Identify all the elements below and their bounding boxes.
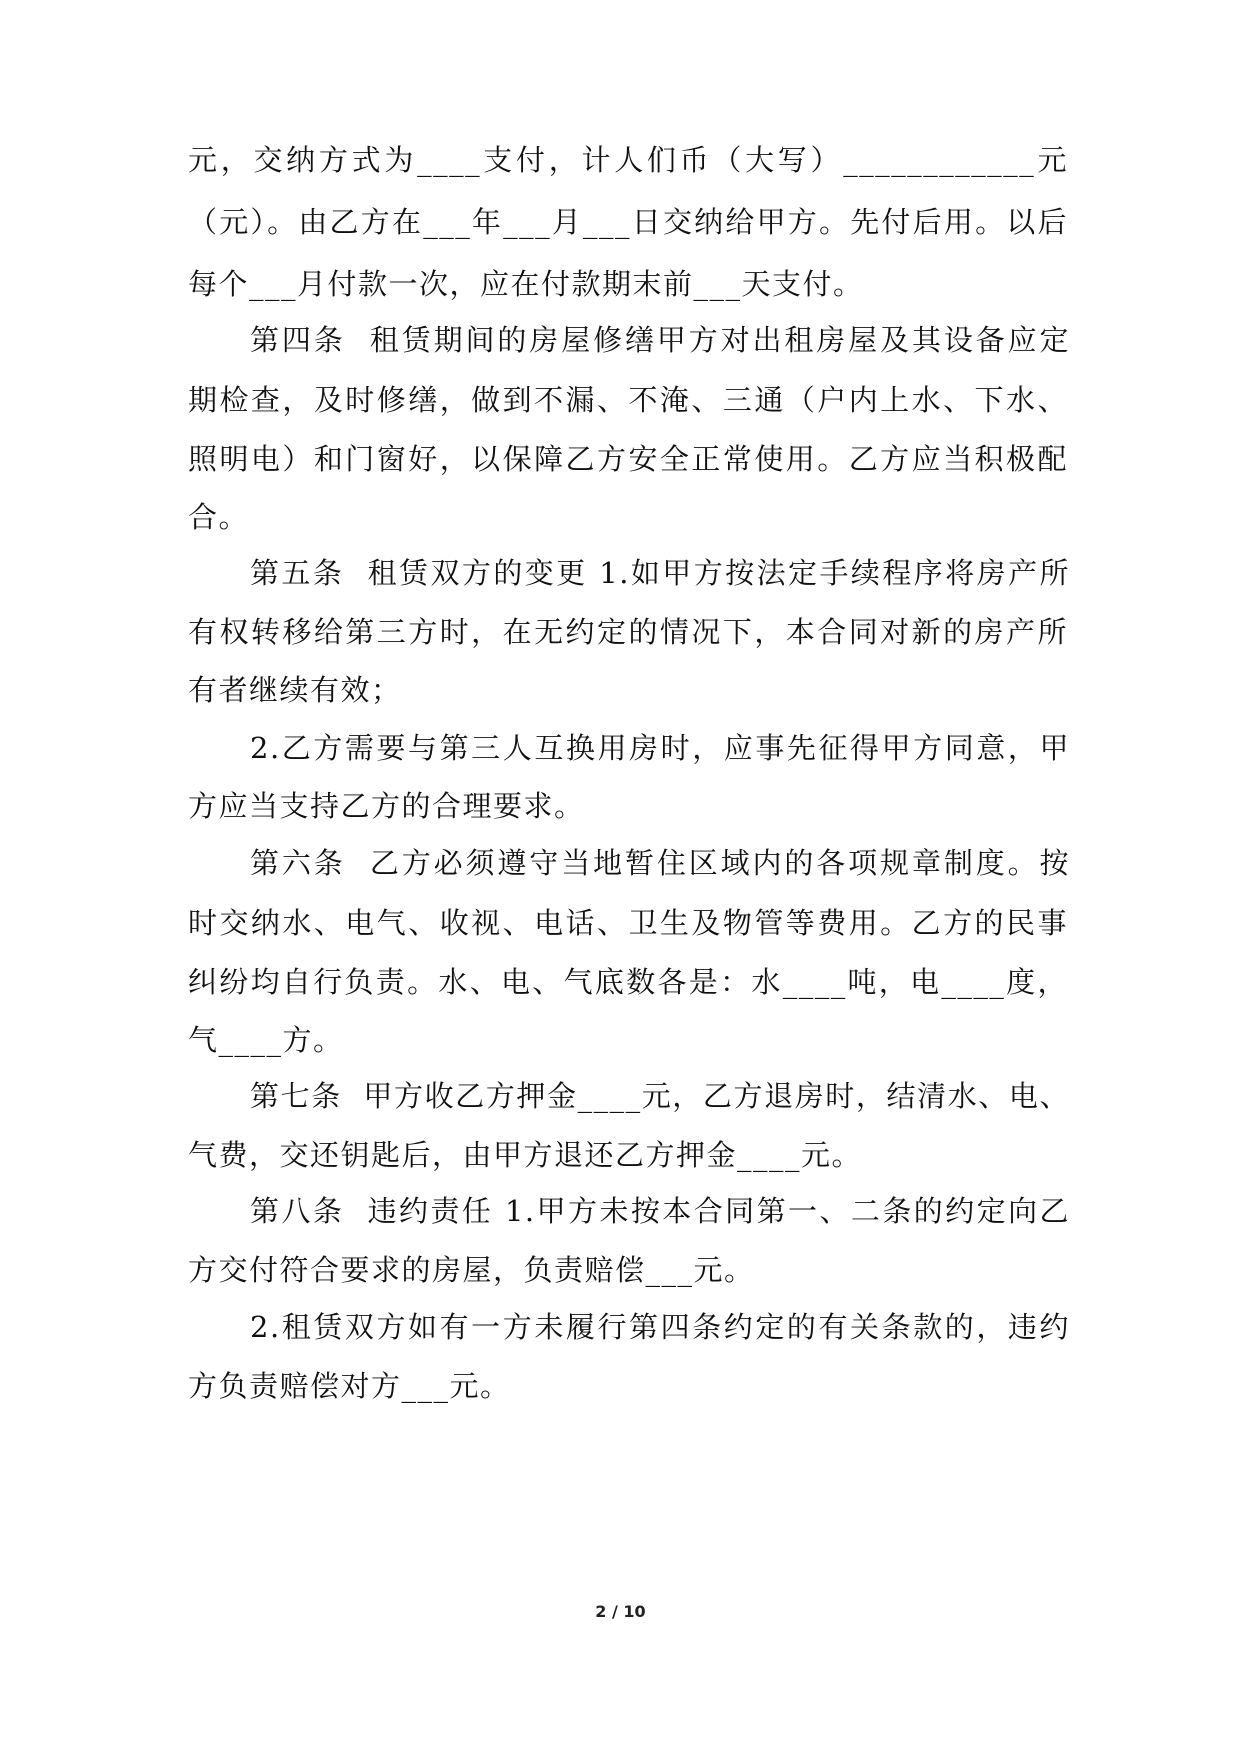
- text-line: 每个___月付款一次，应在付款期末前___天支付。: [188, 267, 864, 301]
- page-number: 2 / 10: [595, 1602, 646, 1621]
- text-line: 方应当支持乙方的合理要求。: [188, 789, 585, 823]
- text-line: 有权转移给第三方时，在无约定的情况下，本合同对新的房产所: [188, 615, 1068, 649]
- text-line: 2.租赁双方如有一方未履行第四条约定的有关条款的，违约: [250, 1310, 1070, 1344]
- text-line: 第七条 甲方收乙方押金____元，乙方退房时，结清水、电、: [250, 1079, 1070, 1113]
- text-line: 纠纷均自行负责。水、电、气底数各是：水____吨，电____度，: [188, 965, 1068, 999]
- text-line: 照明电）和门窗好，以保障乙方安全正常使用。乙方应当积极配: [188, 442, 1068, 476]
- text-line: 气____方。: [188, 1023, 344, 1057]
- text-line: 2.乙方需要与第三人互换用房时，应事先征得甲方同意，甲: [250, 731, 1070, 765]
- text-line: （元）。由乙方在___年___月___日交纳给甲方。先付后用。以后: [188, 205, 1068, 239]
- text-line: 时交纳水、电气、收视、电话、卫生及物管等费用。乙方的民事: [188, 906, 1068, 940]
- text-line: 方交付符合要求的房屋，负责赔偿___元。: [188, 1253, 755, 1287]
- text-line: 气费，交还钥匙后，由甲方退还乙方押金____元。: [188, 1138, 863, 1172]
- text-line: 方负责赔偿对方___元。: [188, 1369, 511, 1403]
- text-line: 有者继续有效；: [188, 673, 402, 707]
- text-line: 第六条 乙方必须遵守当地暂住区域内的各项规章制度。按: [250, 846, 1070, 880]
- text-line: 第八条 违约责任 1.甲方未按本合同第一、二条的约定向乙: [250, 1194, 1070, 1228]
- text-line: 第五条 租赁双方的变更 1.如甲方按法定手续程序将房产所: [250, 556, 1070, 590]
- text-line: 合。: [188, 500, 250, 534]
- text-line: 期检查，及时修缮，做到不漏、不淹、三通（户内上水、下水、: [188, 383, 1068, 417]
- text-line: 元，交纳方式为____支付，计人们币（大写）____________元: [188, 143, 1068, 177]
- text-line: 第四条 租赁期间的房屋修缮甲方对出租房屋及其设备应定: [250, 323, 1070, 357]
